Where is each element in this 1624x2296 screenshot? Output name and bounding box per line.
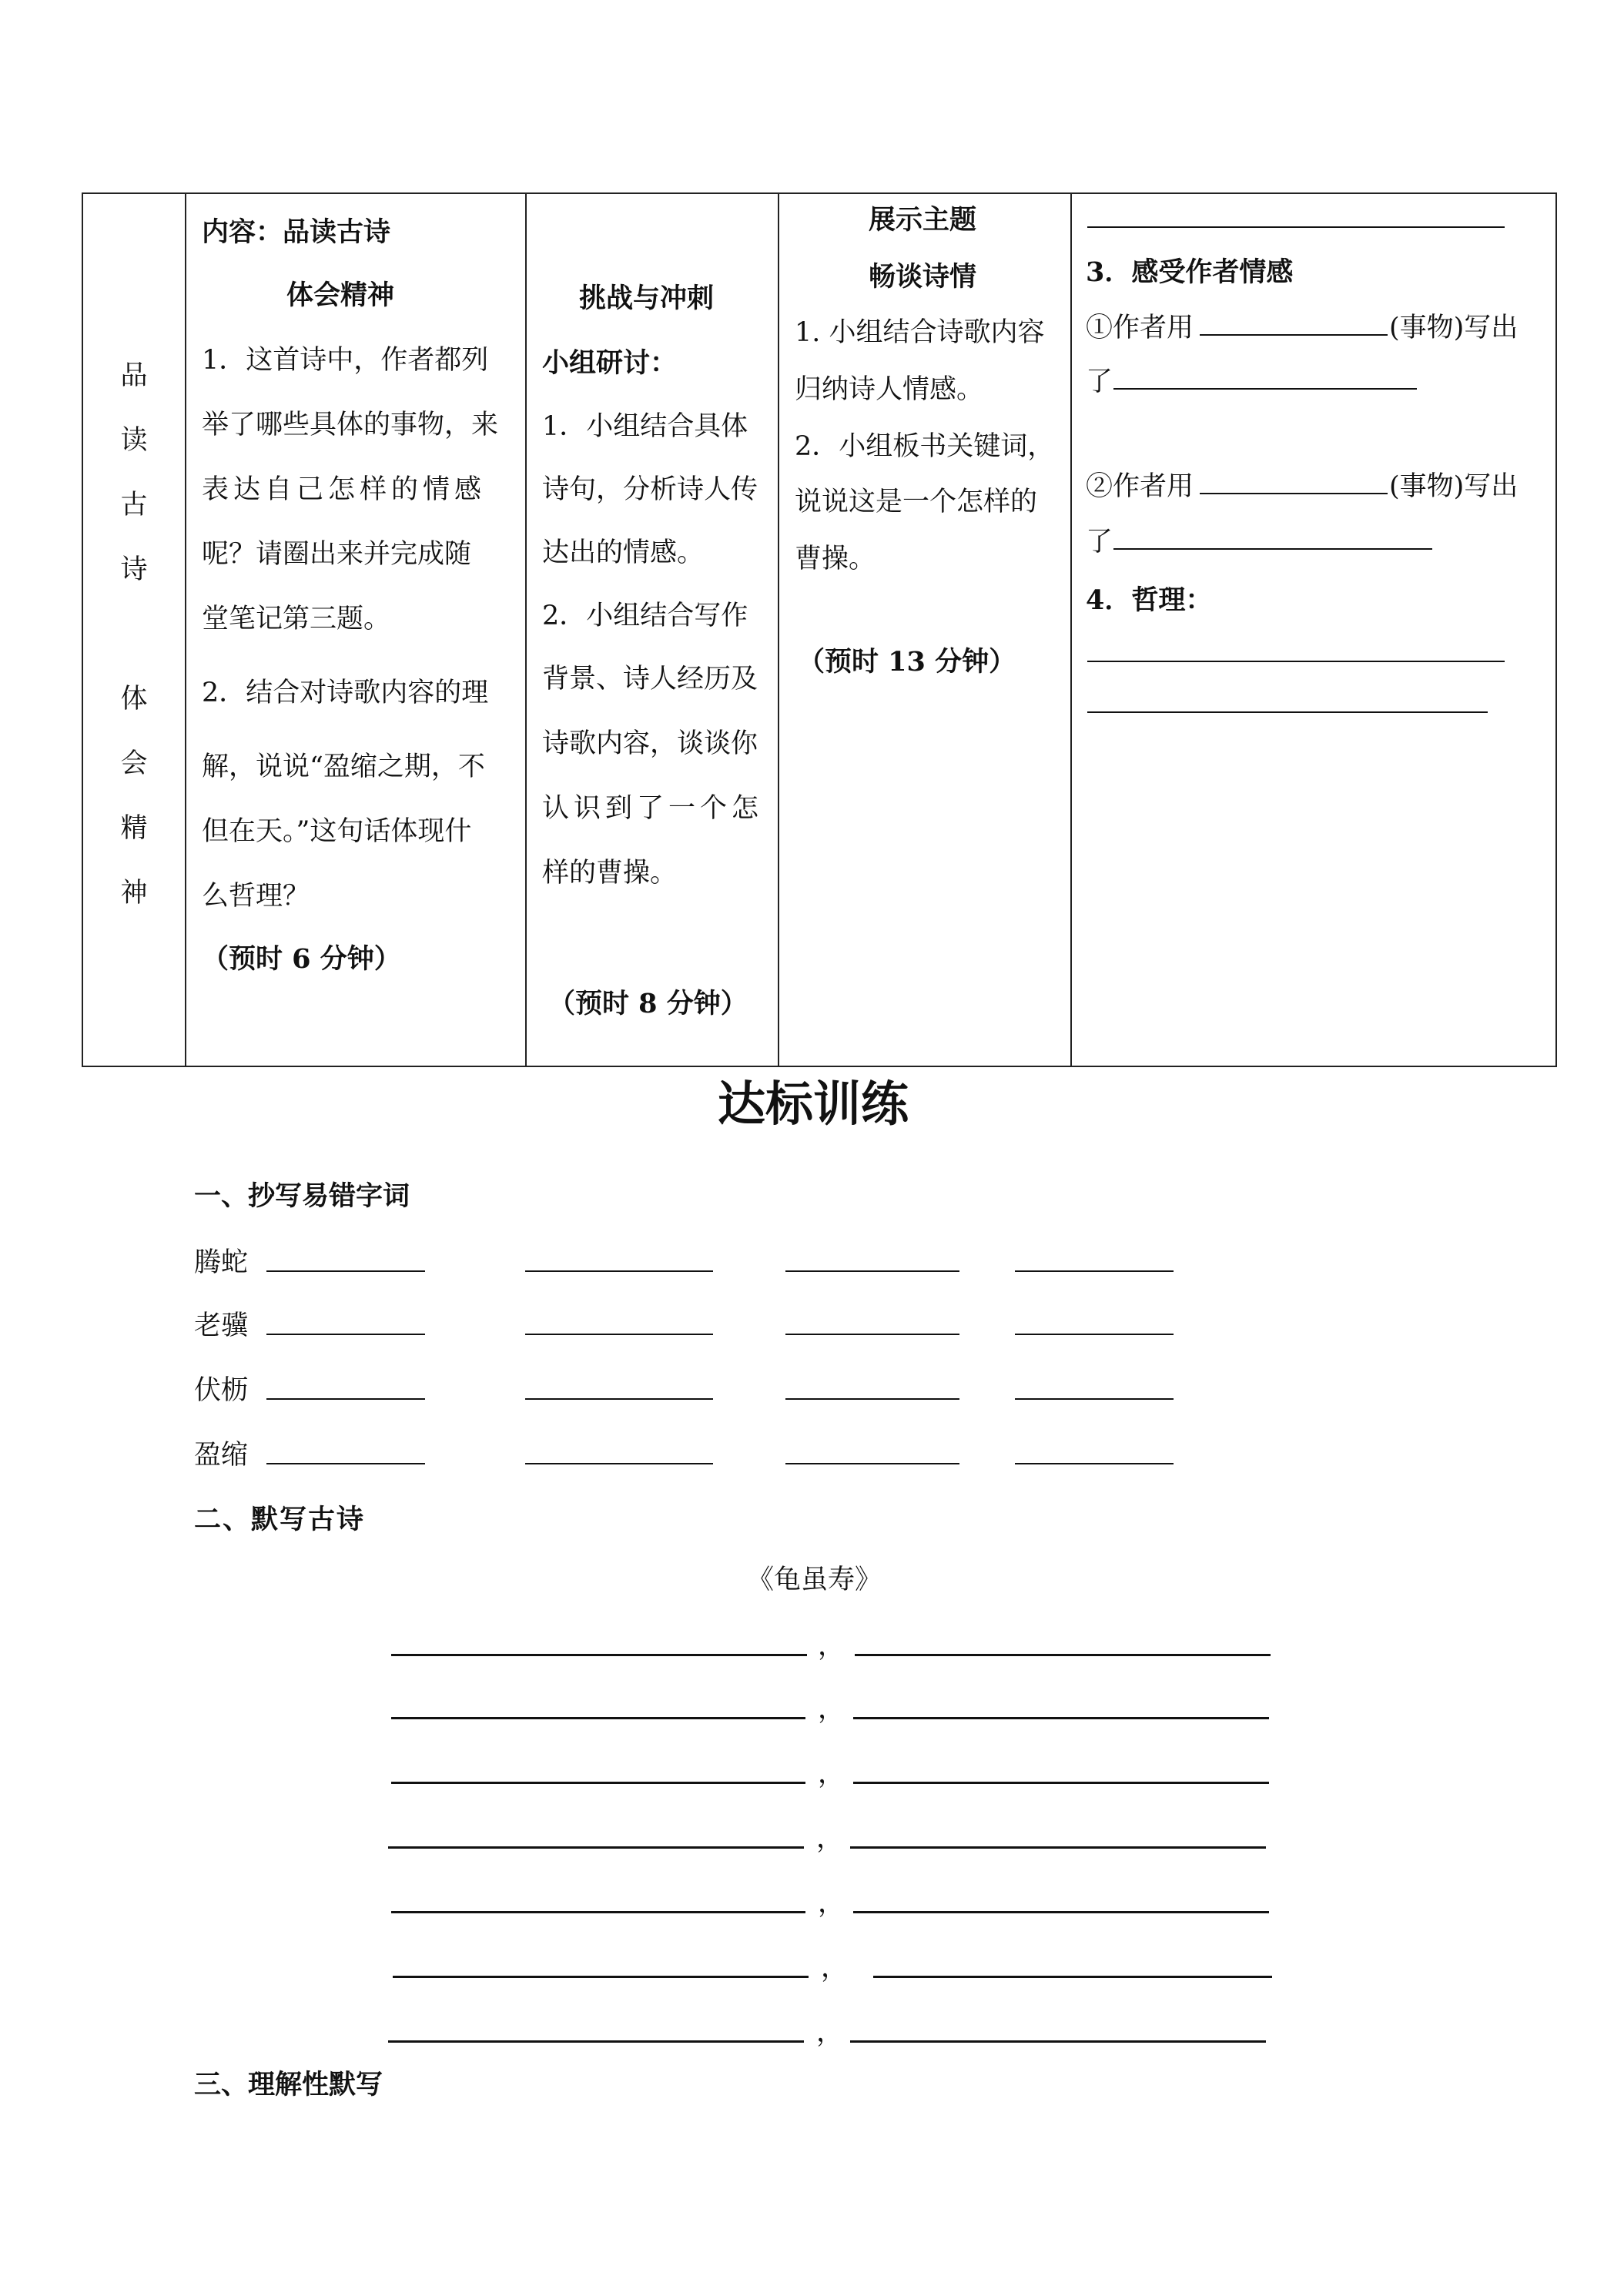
answer-blank[interactable] <box>391 1782 805 1784</box>
notes-item-mid: (事物)写出 <box>1389 313 1519 343</box>
answer-blank[interactable] <box>525 1398 713 1400</box>
challenge-line: 认识到了一个怎 <box>542 793 764 824</box>
showcase-title: 展示主题 <box>869 204 977 236</box>
notes-heading: 3．感受作者情感 <box>1086 256 1294 288</box>
table-col-divider <box>185 192 186 1066</box>
answer-blank[interactable] <box>391 1654 807 1656</box>
part1-heading: 一、抄写易错字词 <box>194 1180 410 1212</box>
answer-blank[interactable] <box>266 1463 425 1464</box>
notes-item-end: 了 <box>1086 527 1113 557</box>
challenge-line: 诗句，分析诗人传 <box>542 474 758 505</box>
content-line: 解，说说“盈缩之期，不 <box>202 751 485 782</box>
part2-heading: 二、默写古诗 <box>194 1504 366 1535</box>
challenge-line: 2．小组结合写作 <box>542 601 748 631</box>
table-col-divider <box>778 192 779 1066</box>
challenge-line: 诗歌内容，谈谈你 <box>542 728 758 759</box>
answer-blank[interactable] <box>388 1846 804 1849</box>
word-label: 伏枥 <box>194 1375 249 1406</box>
answer-blank[interactable] <box>785 1463 959 1464</box>
answer-blank[interactable] <box>1015 1398 1174 1400</box>
comma: ， <box>816 2017 844 2048</box>
answer-blank[interactable] <box>785 1334 959 1335</box>
comma: ， <box>818 1694 845 1725</box>
section-title: 达标训练 <box>718 1076 909 1132</box>
answer-blank[interactable] <box>1200 334 1388 336</box>
answer-blank[interactable] <box>850 2040 1266 2043</box>
content-line: 但在天。”这句话体现什 <box>202 816 472 847</box>
content-line: 么哲理？ <box>202 881 310 912</box>
side-char: 精 <box>120 813 148 844</box>
answer-blank[interactable] <box>1113 548 1432 550</box>
answer-blank[interactable] <box>1015 1270 1174 1272</box>
answer-blank[interactable] <box>525 1270 713 1272</box>
content-label: 内容：品读古诗 <box>202 216 391 248</box>
word-label: 盈缩 <box>194 1440 249 1471</box>
challenge-subtitle: 小组研讨： <box>542 347 678 379</box>
notes-item-prefix: ①作者用 <box>1086 313 1194 343</box>
answer-blank[interactable] <box>393 1976 809 1978</box>
challenge-line: 背景、诗人经历及 <box>542 664 758 694</box>
answer-blank[interactable] <box>266 1270 425 1272</box>
side-char: 古 <box>120 490 148 520</box>
showcase-line: 曹操。 <box>795 544 876 574</box>
answer-blank[interactable] <box>525 1463 713 1464</box>
answer-blank[interactable] <box>1087 226 1505 228</box>
side-char: 品 <box>120 360 148 391</box>
answer-blank[interactable] <box>873 1976 1272 1978</box>
answer-blank[interactable] <box>388 2040 804 2043</box>
content-sub: 体会精神 <box>286 279 395 311</box>
content-line: 表达自己怎样的情感 <box>202 474 487 505</box>
notes-item-mid: (事物)写出 <box>1389 471 1519 502</box>
answer-blank[interactable] <box>853 1717 1269 1719</box>
showcase-subtitle: 畅谈诗情 <box>869 261 977 293</box>
side-char: 诗 <box>120 554 148 585</box>
answer-blank[interactable] <box>855 1654 1271 1656</box>
side-char: 神 <box>120 878 148 909</box>
challenge-line: 达出的情感。 <box>542 537 705 568</box>
side-char: 读 <box>120 425 148 456</box>
showcase-line: 2．小组板书关键词， <box>795 431 1055 462</box>
comma: ， <box>816 1823 844 1854</box>
showcase-line: 1. 小组结合诗歌内容 <box>795 317 1045 348</box>
content-line: 举了哪些具体的事物，来 <box>202 410 499 440</box>
showcase-line: 归纳诗人情感。 <box>795 374 984 405</box>
side-char: 体 <box>120 684 148 715</box>
table-col-divider <box>1070 192 1072 1066</box>
challenge-title: 挑战与冲刺 <box>579 283 715 314</box>
word-label: 腾蛇 <box>194 1247 249 1278</box>
comma: ， <box>818 1631 845 1662</box>
showcase-line: 说说这是一个怎样的 <box>795 487 1038 517</box>
notes-item-prefix: ②作者用 <box>1086 471 1194 502</box>
answer-blank[interactable] <box>391 1717 805 1719</box>
part3-heading: 三、理解性默写 <box>194 2069 383 2100</box>
answer-blank[interactable] <box>1113 388 1417 390</box>
answer-blank[interactable] <box>266 1334 425 1335</box>
word-label: 老骥 <box>194 1310 249 1341</box>
answer-blank[interactable] <box>525 1334 713 1335</box>
answer-blank[interactable] <box>266 1398 425 1400</box>
notes-item-end: 了 <box>1086 366 1113 397</box>
challenge-line: 1．小组结合具体 <box>542 411 748 442</box>
answer-blank[interactable] <box>1087 661 1505 662</box>
answer-blank[interactable] <box>1200 493 1388 494</box>
comma: ， <box>818 1759 845 1789</box>
content-line: 堂笔记第三题。 <box>202 604 391 634</box>
time-estimate: （预时 13 分钟） <box>798 646 1016 678</box>
comma: ， <box>821 1953 849 1983</box>
answer-blank[interactable] <box>1015 1334 1174 1335</box>
notes-heading: 4．哲理： <box>1086 584 1213 616</box>
answer-blank[interactable] <box>853 1911 1269 1913</box>
content-line: 1．这首诗中，作者都列 <box>202 345 489 376</box>
answer-blank[interactable] <box>785 1270 959 1272</box>
answer-blank[interactable] <box>850 1846 1266 1849</box>
content-line: 呢？请圈出来并完成随 <box>202 539 472 570</box>
answer-blank[interactable] <box>391 1911 805 1913</box>
table-col-divider <box>525 192 527 1066</box>
answer-blank[interactable] <box>1087 711 1488 713</box>
side-char: 会 <box>120 748 148 779</box>
time-estimate: （预时 8 分钟） <box>548 988 748 1019</box>
poem-title: 《龟虽寿》 <box>747 1565 882 1595</box>
comma: ， <box>818 1888 845 1919</box>
answer-blank[interactable] <box>1015 1463 1174 1464</box>
answer-blank[interactable] <box>853 1782 1269 1784</box>
challenge-line: 样的曹操。 <box>542 858 678 889</box>
answer-blank[interactable] <box>785 1398 959 1400</box>
time-estimate: （预时 6 分钟） <box>202 943 401 975</box>
content-line: 2．结合对诗歌内容的理 <box>202 678 489 708</box>
